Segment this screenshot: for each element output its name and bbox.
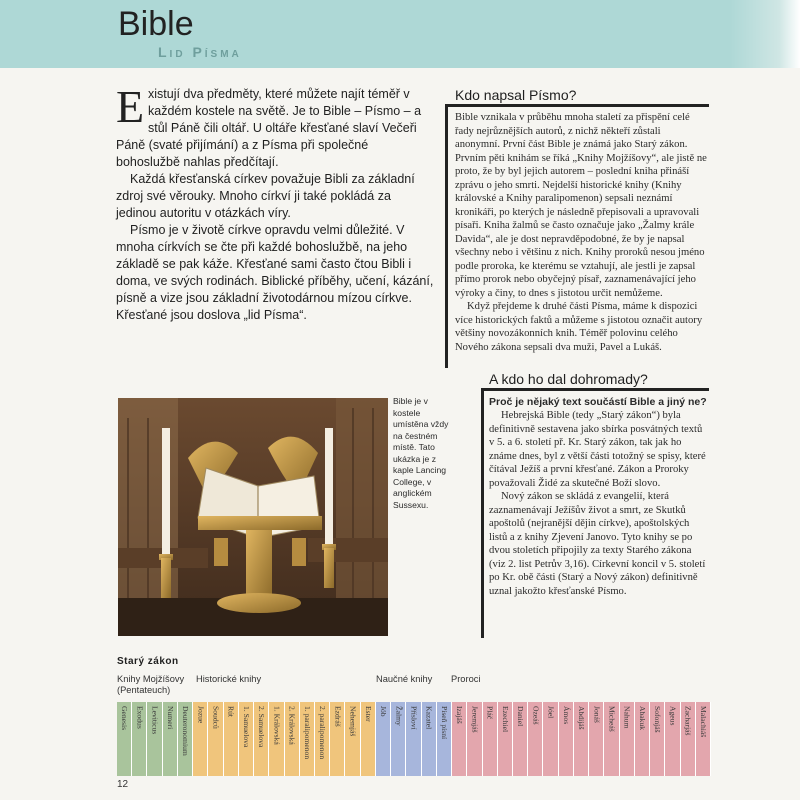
book-name: Ozeáš [531, 706, 541, 725]
book-name: Deuteronomium [181, 706, 191, 756]
book-name: Zacharjáš [683, 706, 693, 736]
book-tile [681, 702, 696, 776]
book-name: Nehemjáš [348, 706, 358, 737]
book-name: Numeri [165, 706, 175, 730]
drop-cap: E [116, 81, 145, 132]
book-name: Ámos [561, 706, 571, 725]
book-tile [376, 702, 391, 776]
book-name: Kazatel [424, 706, 434, 730]
book-tile [330, 702, 345, 776]
book-tile [620, 702, 635, 776]
book-tile [117, 702, 132, 776]
book-tile [483, 702, 498, 776]
book-name: Genesis [120, 706, 130, 731]
book-tile [665, 702, 680, 776]
book-tile [604, 702, 619, 776]
book-name: Píseň písní [439, 706, 449, 740]
box2-paragraph-2: Nový zákon se skládá z evangelií, která zaznamenávají Ježíšův život a smrt, ze Skutků apoštolů (nejranější dějin církve), apoštolských listů a z knihy Zjevení Janovo. Tyto knihy se po dvou stoletích připojily za texty Starého zákona (viz 2. list Petrův 3,16). Církevní koncil v 5. století po Kr. obě části (Starý a Nový zákon) definitivně uznal jakožto křesťanské Písmo. [489, 491, 706, 597]
book-tile [437, 702, 452, 776]
photo-caption [393, 396, 457, 511]
book-tile [361, 702, 376, 776]
book-tile [574, 702, 589, 776]
box2-title: A kdo ho dal dohromady? [489, 371, 648, 387]
book-name: Izajáš [455, 706, 465, 724]
book-name: 2. paralipomenon [318, 706, 328, 760]
book-name: Jozue [196, 706, 206, 724]
book-tile [178, 702, 193, 776]
book-name: Žalmy [394, 706, 404, 726]
book-name: Ester [363, 706, 373, 722]
book-name: Rút [226, 706, 236, 717]
book-tile [239, 702, 254, 776]
page-title: Bible [118, 5, 194, 43]
book-name: 2. Samuelova [257, 706, 267, 748]
book-tile [406, 702, 421, 776]
box2-question: Proč je nějaký text součástí Bible a jiný ne? [489, 396, 707, 408]
intro-paragraph-3: Písmo je v životě církve opravdu velmi důležité. V mnoha církvích se čte při každé bohoslužbě, na jeho základě se pak káže. Křesťané sami často čtou Bibli i doma, ve svých rodinách. Biblické příběhy, učení, kázání, písně a vize jsou základní životodárnou mízou církve. Křesťané jsou doslova „lid Písma“. [116, 223, 434, 322]
photo-caption-text: Bible je v kostele umístěna vždy na čestném místě. Tato ukázka je z kaple Lancing College, v anglickém Sussexu. [393, 396, 449, 510]
book-name: Pláč [485, 706, 495, 720]
book-tile [467, 702, 482, 776]
book-tile [696, 702, 711, 776]
box1-paragraph-2: Když přejdeme k druhé části Písma, máme k dispozici více historických faktů a můžeme s jistotou označit autory většiny novozákonních knih. Téměř polovinu celého Nového zákona sepsali dva muži, Pavel a Lukáš. [455, 301, 703, 353]
book-name: 1. Samuelova [241, 706, 251, 748]
book-name: 1. Královská [272, 706, 282, 745]
book-tile [589, 702, 604, 776]
group-label-historical: Historické knihy [196, 674, 262, 684]
intro-paragraph-2: Každá křesťanská církev považuje Bibli za základní zdroj své věrouky. Mnoho církví ji také pokládá za jedinou autoritu v otázkách víry. [116, 172, 415, 220]
book-tile [269, 702, 284, 776]
book-name: Micheáš [607, 706, 617, 732]
book-name: Přísloví [409, 706, 419, 730]
group-label-moses: Knihy Mojžíšovy (Pentateuch) [117, 674, 185, 695]
book-tile [635, 702, 650, 776]
book-tile [498, 702, 513, 776]
box1-paragraph-1: Bible vznikala v průběhu mnoha staletí za přispění celé řady nejrůznějších autorů, z nichž někteří zůstali anonymní. První část Bible je známá jako Starý zákon. Prvním pěti knihám se říká „Knihy Mojžíšovy“, ale jistě ne proto, že by byl jejich autorem – poslední kniha přináší zprávu o jeho smrti. Nejdelší historické knihy (Knihy královské a Knihy paralipomenon) sepsali neznámí kronikáři, po kterých je následně přepisovali a upravovali písaři. Kniha žalmů se často označuje jako „Žalmy krále Davida“, ale je dost nepravděpodobné, že by je napsal všechny nebo i většinu z nich. Knihy proroků nesou jméno podle proroka, ke kterému se vztahují, ale jestli je zapsal přímo prorok nebo obyčejný písař, zaznamenávající jeho výroky a činy, to dnes s jistotou určit nemůžeme. [455, 112, 707, 299]
book-tile [345, 702, 360, 776]
book-name: Ageus [668, 706, 678, 726]
old-testament-title: Starý zákon [117, 656, 179, 667]
book-tile [254, 702, 269, 776]
book-tile [452, 702, 467, 776]
lectern-photo [118, 398, 388, 636]
book-name: Abakuk [637, 706, 647, 731]
book-tile [147, 702, 162, 776]
book-tile [422, 702, 437, 776]
group-label-wisdom: Naučné knihy [376, 674, 433, 684]
box2-paragraph-1: Hebrejská Bible (tedy „Starý zákon“) byla definitivně sestavena jako sbírka posvátných textů v 5. a 6. století př. Kr. Starý zákon, tak jak ho známe dnes, byl z větší části totožný se spisy, které čítával Ježíš a první křesťané. Zákon a Proroky považovali Židé za skutečné Boží slovo. [489, 410, 706, 489]
box2-left-rule [481, 388, 484, 638]
book-name: Abdijáš [577, 706, 587, 730]
book-tile [224, 702, 239, 776]
book-tile [513, 702, 528, 776]
book-tile [163, 702, 178, 776]
intro-article [116, 81, 434, 324]
book-name: Jonáš [592, 706, 602, 723]
book-tile [300, 702, 315, 776]
book-name: Daniel [516, 706, 526, 727]
book-tile [528, 702, 543, 776]
intro-paragraph-1: xistují dva předměty, které můžete najít téměř v každém kostele na světě. Je to Bible – Písmo – a stůl Páně čili oltář. U oltáře křesťané slaví Večeři Páně (svaté přijímání) a z Písma při společné bohoslužbě nahlas předčítají. [116, 87, 422, 169]
book-name: Malachiáš [698, 706, 708, 738]
book-name: Nahum [622, 706, 632, 729]
book-tile [559, 702, 574, 776]
page-subtitle: Lid Písma [158, 44, 242, 60]
group-label-prophets: Proroci [451, 674, 481, 684]
book-name: Soudců [211, 706, 221, 729]
book-name: Exodus [135, 706, 145, 729]
box1-text [455, 111, 707, 354]
book-tile [208, 702, 223, 776]
book-name: Sofonjáš [653, 706, 663, 733]
book-tile [285, 702, 300, 776]
book-tile [391, 702, 406, 776]
box1-left-rule [445, 104, 448, 368]
page-number: 12 [117, 779, 129, 790]
book-tile [543, 702, 558, 776]
book-tile [315, 702, 330, 776]
book-tile [193, 702, 208, 776]
book-name: Ezdráš [333, 706, 343, 727]
box1-top-rule [445, 104, 709, 107]
book-tile [650, 702, 665, 776]
book-name: Ezechiel [500, 706, 510, 733]
book-name: Jeremjáš [470, 706, 480, 733]
book-name: 1. paralipomenon [302, 706, 312, 760]
book-name: 2. Královská [287, 706, 297, 745]
box2-text [489, 395, 709, 598]
book-name: Leviticus [150, 706, 160, 735]
header-fold [730, 0, 800, 68]
book-name: Jóel [546, 706, 556, 719]
book-tile [132, 702, 147, 776]
book-name: Jób [379, 706, 389, 717]
box1-title: Kdo napsal Písmo? [455, 87, 577, 103]
box2-top-rule [481, 388, 709, 391]
